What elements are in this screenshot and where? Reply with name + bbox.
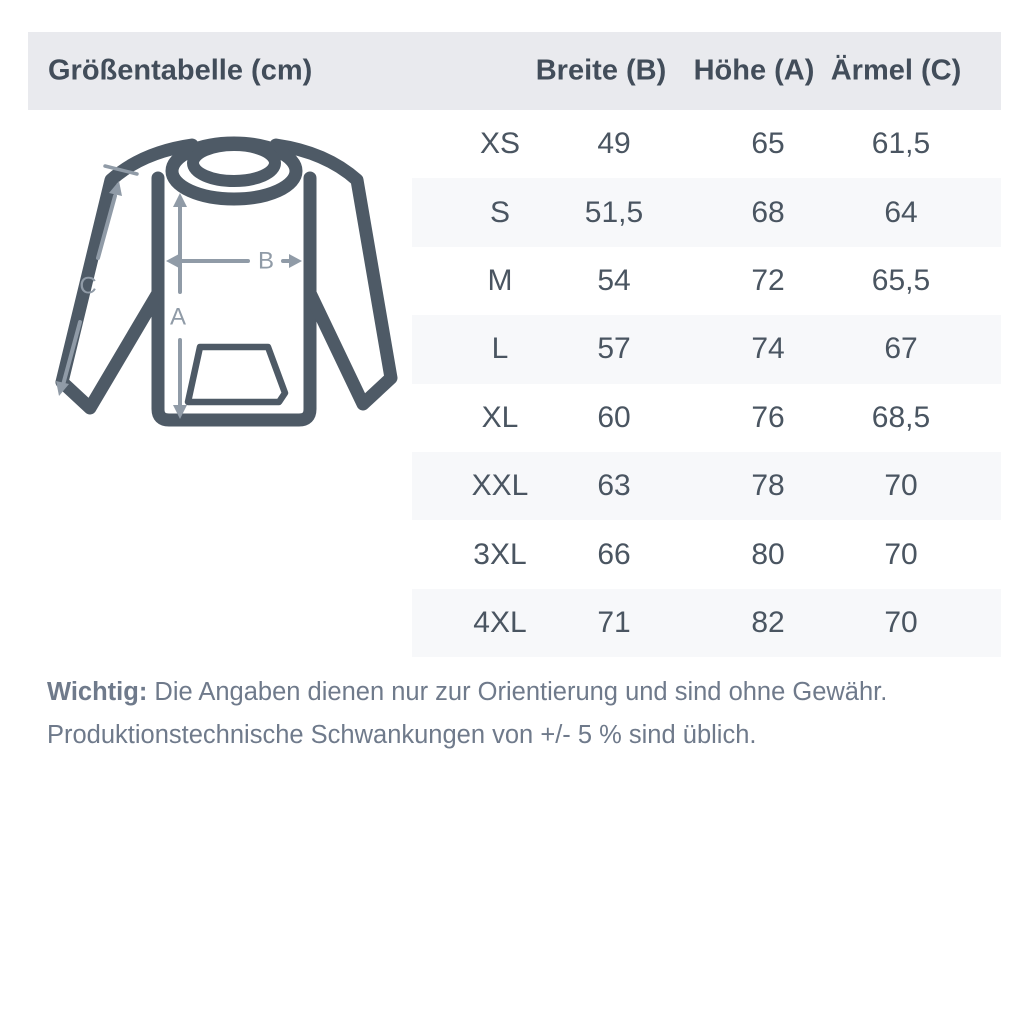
hoehe-cell: 82 <box>751 605 785 639</box>
hoehe-cell: 76 <box>751 400 785 434</box>
disclaimer-bold-label: Wichtig: <box>47 678 148 706</box>
hoodie-measurement-diagram <box>45 130 405 450</box>
aermel-cell: 65,5 <box>871 263 931 297</box>
disclaimer-line-1 <box>47 671 957 714</box>
column-header-aermel: Ärmel (C) <box>830 54 962 87</box>
breite-cell: 71 <box>597 605 631 639</box>
size-cell: 4XL <box>473 605 527 639</box>
hoehe-cell: 68 <box>751 195 785 229</box>
aermel-cell: 67 <box>884 332 918 366</box>
size-cell: S <box>489 195 511 229</box>
table-row <box>412 315 1001 383</box>
hood-inner-ring <box>193 145 275 181</box>
dimension-arrow-b <box>166 248 302 275</box>
column-header-breite: Breite (B) <box>535 54 667 87</box>
breite-cell: 63 <box>597 469 631 503</box>
dimension-label-a: A <box>169 303 187 331</box>
breite-cell: 60 <box>597 400 631 434</box>
table-row <box>412 178 1001 246</box>
aermel-cell: 70 <box>884 469 918 503</box>
aermel-cell: 70 <box>884 537 918 571</box>
hoehe-cell: 72 <box>751 263 785 297</box>
dimension-arrow-a <box>170 193 187 419</box>
table-row <box>412 452 1001 520</box>
table-row <box>412 520 1001 588</box>
breite-cell: 54 <box>597 263 631 297</box>
hoehe-cell: 65 <box>751 127 785 161</box>
kangaroo-pocket <box>188 347 285 402</box>
table-row <box>412 589 1001 657</box>
aermel-cell: 61,5 <box>871 127 931 161</box>
table-row <box>412 110 1001 178</box>
disclaimer-line-2: Produktionstechnische Schwankungen von +/- 5 % sind üblich. <box>47 721 757 749</box>
size-cell: XL <box>481 400 519 434</box>
table-row <box>412 247 1001 315</box>
aermel-cell: 70 <box>884 605 918 639</box>
size-cell: 3XL <box>473 537 527 571</box>
size-chart-title: Größentabelle (cm) <box>48 54 313 87</box>
column-header-hoehe: Höhe (A) <box>693 54 815 87</box>
disclaimer-line-1-text: Die Angaben dienen nur zur Orientierung und sind ohne Gewähr. <box>147 678 888 706</box>
aermel-cell: 68,5 <box>871 400 931 434</box>
aermel-cell: 64 <box>884 195 918 229</box>
table-row <box>412 384 1001 452</box>
size-cell: XS <box>479 127 521 161</box>
hoodie-drawing <box>62 143 391 420</box>
hoehe-cell: 78 <box>751 469 785 503</box>
hoehe-cell: 74 <box>751 332 785 366</box>
size-chart-header <box>28 32 1001 110</box>
breite-cell: 66 <box>597 537 631 571</box>
breite-cell: 57 <box>597 332 631 366</box>
breite-cell: 49 <box>597 127 631 161</box>
disclaimer-note <box>47 671 957 757</box>
size-cell: M <box>487 263 513 297</box>
size-table <box>412 110 1001 657</box>
size-cell: XXL <box>471 469 529 503</box>
breite-cell: 51,5 <box>584 195 644 229</box>
dimension-label-c: C <box>79 272 97 300</box>
size-cell: L <box>491 332 509 366</box>
dimension-label-b: B <box>257 247 275 275</box>
hoehe-cell: 80 <box>751 537 785 571</box>
